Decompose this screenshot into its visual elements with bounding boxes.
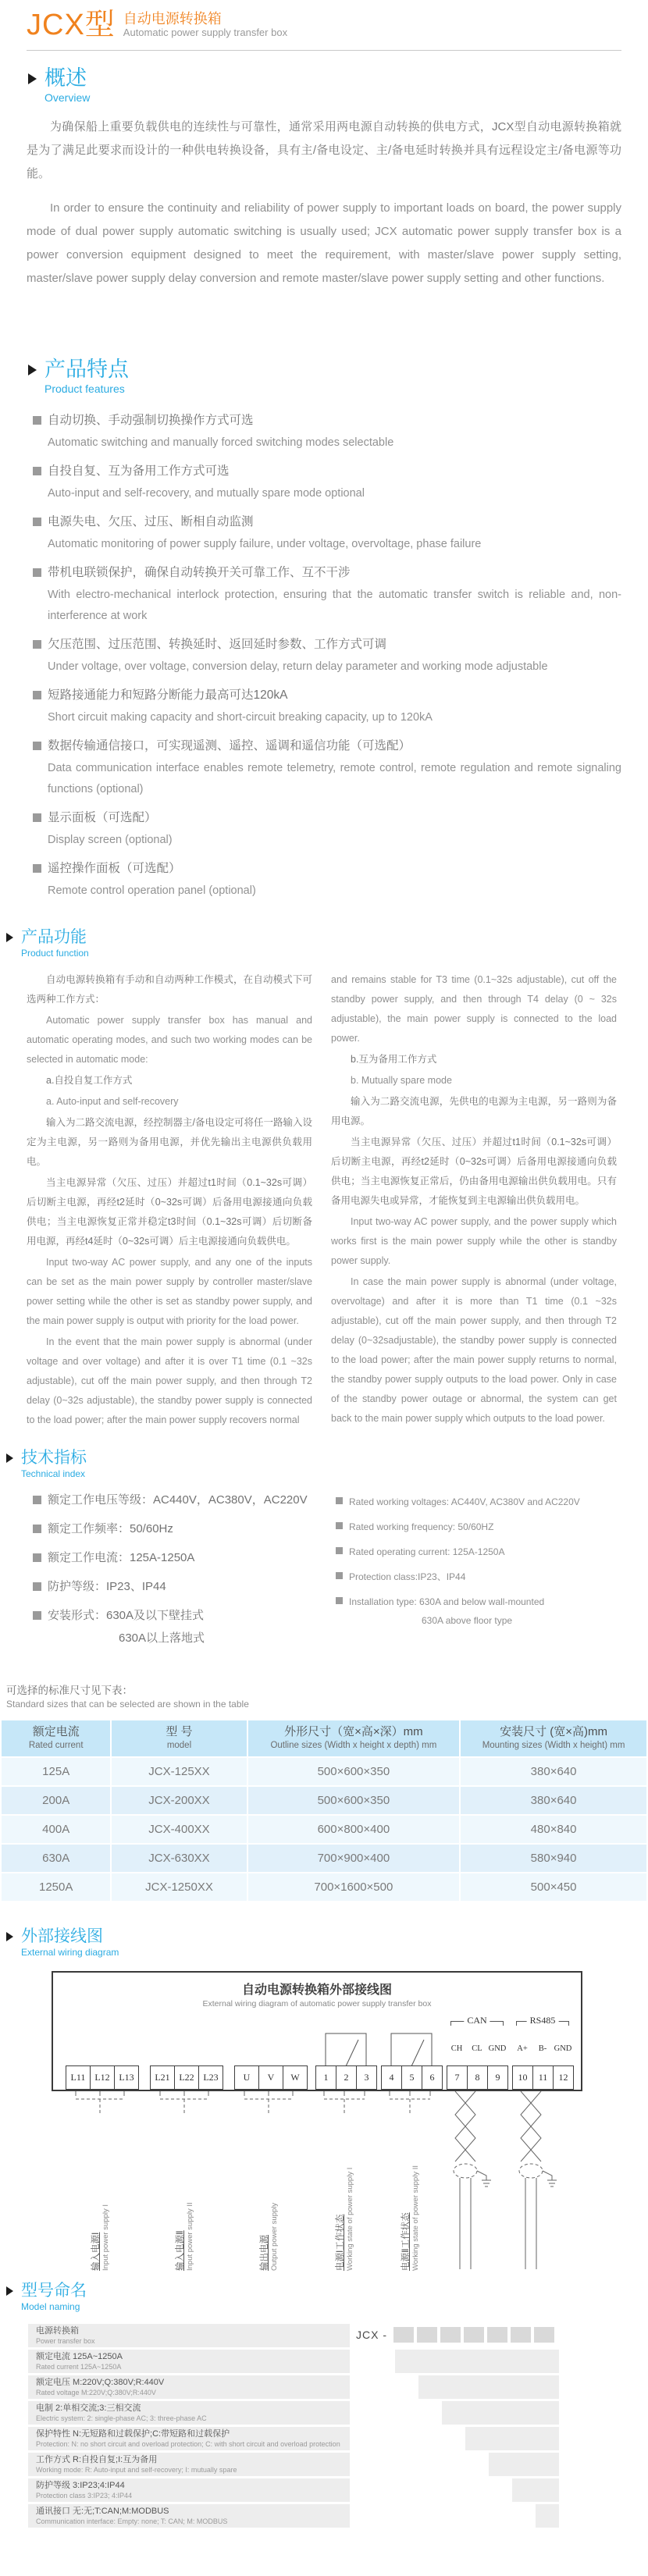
cell-model: JCX-1250XX — [112, 1873, 246, 1901]
technical-columns — [33, 1493, 621, 1660]
code-box — [440, 2327, 461, 2343]
terminal-group-input1: L11 L12 L13 — [66, 2065, 138, 2090]
naming-attribute-row — [28, 2453, 620, 2476]
technical-item-text: Rated working frequency: 50/60HZ — [349, 1521, 494, 1532]
technical-item — [33, 1579, 336, 1595]
code-box — [464, 2327, 484, 2343]
technical-item-text: 630A以上落地式 — [119, 1631, 205, 1645]
naming-row-zh: 工作方式 R:自投自复;I:互为备用 — [36, 2455, 158, 2464]
rs485-pins: A+ B- GND — [517, 2044, 572, 2053]
naming-row-zh: 通讯接口 无:无;T:CAN;M:MODBUS — [36, 2507, 169, 2516]
table-row — [2, 1816, 646, 1843]
naming-attribute-row — [28, 2375, 620, 2399]
wiring-diagram-box — [52, 1971, 582, 2091]
technical-item — [33, 1521, 336, 1537]
function-paragraph: 输入为二路交流电源，经控制器主/备电设定可将任一路输入设定为主电源，另一路则为备用电源，并优先输出主电源供负载用电。 — [27, 1117, 312, 1167]
naming-row-en: Rated current 125A~1250A — [36, 2363, 122, 2371]
wiring-title-en: External wiring diagram of automatic power supply transfer box — [202, 1999, 432, 2008]
wiring-diagram-lower — [52, 2091, 579, 2279]
bullet-square-icon — [33, 742, 41, 750]
feature-text-en: Short circuit making capacity and short-circuit breaking capacity, up to 120kA — [48, 711, 433, 724]
feature-text-zh: 带机电联锁保护，确保自动转换开关可靠工作、互不干涉 — [48, 566, 351, 579]
sizes-note-en: Standard sizes that can be selected are shown in the table — [6, 1699, 249, 1710]
function-paragraph: 当主电源异常（欠压、过压）并超过t1时间（0.1~32s可调）后切断主电源，再经t2延时（0~32s可调）后备用电源接通向负载供电；当主电源恢复正常并稳定t3时间（0.1~32s可调）后切断备用电源，再经t4延时（0~32s可调）后主电源接通向负载供电。 — [27, 1177, 312, 1247]
section-arrow-icon — [28, 73, 37, 84]
naming-row-zh: 防护等级 3:IP23;4:IP44 — [36, 2481, 125, 2490]
code-box — [393, 2327, 414, 2343]
code-box — [511, 2327, 531, 2343]
technical-item-text: 630A above floor type — [422, 1615, 513, 1626]
bullet-square-icon — [336, 1522, 343, 1529]
technical-item — [33, 1550, 336, 1566]
technical-right-list — [336, 1493, 614, 1660]
feature-item — [33, 858, 621, 902]
cell-mounting-size: 480×840 — [461, 1816, 646, 1843]
code-box — [487, 2327, 507, 2343]
overview-body — [27, 116, 621, 290]
section-features-heading — [28, 358, 648, 396]
naming-row-en: Electric system: 2: single-phase AC; 3: three-phase AC — [36, 2414, 207, 2422]
can-label: CAN — [464, 2015, 490, 2026]
sizes-table-header — [2, 1720, 646, 1756]
naming-row-en: Power transfer box — [36, 2337, 95, 2345]
cell-outline-size: 500×600×350 — [248, 1758, 460, 1785]
bullet-square-icon — [33, 1611, 41, 1620]
naming-attribute-row — [28, 2427, 620, 2450]
sizes-table-body — [2, 1758, 646, 1901]
function-paragraph: 输入为二路交流电源，先供电的电源为主电源，另一路则为备用电源。 — [331, 1096, 617, 1126]
feature-item — [33, 511, 621, 555]
feature-text-en: Auto-input and self-recovery, and mutually spare mode optional — [48, 487, 365, 500]
section-function-heading — [6, 928, 648, 959]
cell-outline-size: 600×800×400 — [248, 1816, 460, 1843]
overview-paragraph-zh: 为确保船上重要负载供电的连续性与可靠性，通常采用两电源自动转换的供电方式，JCX型自动电源转换箱就是为了满足此要求而设计的一种供电转换设备，具有主/备电设定、主/备电延时转换并具有远程设定主/备电源等功能。 — [27, 120, 621, 180]
function-paragraph: a.自投自复工作方式 — [46, 1075, 133, 1086]
function-heading-zh: 产品功能 — [21, 928, 87, 946]
technical-item — [336, 1569, 614, 1585]
wiring-label-state1: 电源Ⅰ工作状态 Working state of power supply I — [336, 2167, 354, 2271]
technical-heading-zh: 技术指标 — [21, 1449, 87, 1467]
bullet-square-icon — [33, 1553, 41, 1562]
function-paragraph: Automatic power supply transfer box has manual and automatic operating modes, and such two working modes can be selected in automatic mode: — [27, 1015, 312, 1065]
cell-model: JCX-630XX — [112, 1845, 246, 1872]
naming-row-zh: 额定电流 125A~1250A — [36, 2352, 123, 2361]
function-columns — [27, 970, 621, 1432]
feature-item — [33, 410, 621, 454]
wiring-label-input1: 输入电源Ⅰ Input power supply I — [91, 2204, 110, 2271]
terminal-group-input2: L21 L22 L23 — [150, 2065, 223, 2090]
rs485-bracket — [516, 2015, 569, 2026]
feature-item — [33, 634, 621, 678]
overview-heading-zh: 概述 — [45, 66, 87, 90]
function-paragraph: b. Mutually spare mode — [351, 1075, 452, 1086]
technical-left-list — [33, 1493, 336, 1660]
section-arrow-icon — [6, 1932, 13, 1941]
wiring-heading-en: External wiring diagram — [21, 1947, 119, 1958]
feature-text-zh: 显示面板（可选配） — [48, 811, 157, 824]
terminal-group-state1: 1 2 3 — [315, 2065, 376, 2090]
feature-text-zh: 数据传输通信接口，可实现遥测、遥控、遥调和遥信功能（可选配） — [48, 739, 411, 753]
naming-attribute-rows — [28, 2350, 620, 2528]
model-code — [356, 2327, 557, 2343]
feature-item — [33, 461, 621, 504]
product-model: JCX型 — [27, 9, 116, 41]
feature-text-en: Under voltage, over voltage, conversion delay, return delay parameter and working mode adjustable — [48, 660, 548, 673]
technical-item-text: Installation type: 630A and below wall-mounted — [349, 1596, 545, 1607]
section-wiring-heading — [6, 1927, 648, 1959]
bullet-square-icon — [33, 691, 41, 699]
naming-row-en: Communication interface: Empty: none; T: CAN; M: MODBUS — [36, 2517, 228, 2525]
model-prefix: JCX - — [356, 2329, 387, 2341]
sizes-table — [0, 1719, 648, 1902]
features-list — [33, 410, 621, 902]
feature-text-zh: 电源失电、欠压、过压、断相自动监测 — [48, 515, 254, 528]
naming-row-en: Protection class 3:IP23; 4:IP44 — [36, 2492, 133, 2500]
feature-text-en: With electro-mechanical interlock protection, ensuring that the automatic transfer switch is reliable and, non-interference at work — [48, 589, 621, 622]
wiring-label-input2: 输入电源Ⅱ Input power supply II — [176, 2202, 194, 2271]
bullet-square-icon — [33, 813, 41, 822]
sizes-column-header: 型 号 model — [112, 1720, 246, 1756]
page-header — [0, 0, 648, 41]
cell-mounting-size: 500×450 — [461, 1873, 646, 1901]
header-titles — [123, 11, 287, 39]
function-right-column — [331, 970, 617, 1432]
technical-item-text: Protection class:IP23、IP44 — [349, 1571, 466, 1582]
bullet-square-icon — [33, 864, 41, 873]
table-row — [2, 1758, 646, 1785]
feature-text-en: Automatic switching and manually forced switching modes selectable — [48, 436, 394, 449]
sizes-note-zh: 可选择的标准尺寸见下表： — [6, 1685, 133, 1696]
features-heading-zh: 产品特点 — [45, 358, 129, 381]
wiring-title-zh: 自动电源转换箱外部接线图 — [241, 1984, 392, 1997]
feature-text-zh: 自投自复、互为备用工作方式可选 — [48, 464, 230, 478]
table-row — [2, 1873, 646, 1901]
naming-box-row — [28, 2324, 620, 2347]
section-overview-heading — [28, 66, 648, 105]
feature-item — [33, 735, 621, 800]
bullet-square-icon — [336, 1572, 343, 1579]
technical-item — [336, 1494, 614, 1510]
cell-rated-current: 630A — [2, 1845, 110, 1872]
naming-row-en: Rated voltage M:220V;Q:380V;R:440V — [36, 2389, 156, 2396]
function-paragraph: a. Auto-input and self-recovery — [46, 1096, 179, 1107]
technical-item — [33, 1493, 336, 1508]
section-arrow-icon — [28, 365, 37, 375]
bullet-square-icon — [33, 467, 41, 475]
table-row — [2, 1787, 646, 1814]
feature-item — [33, 562, 621, 627]
rs485-label: RS485 — [527, 2015, 559, 2026]
bullet-square-icon — [336, 1547, 343, 1554]
naming-attribute-row — [28, 2401, 620, 2425]
naming-row-zh: 保护特性 N:无短路和过载保护;C:带短路和过载保护 — [36, 2429, 230, 2439]
wiring-connectors — [52, 2091, 579, 2279]
overview-paragraph-en: In order to ensure the continuity and reliability of power supply to important loads on board, the power supply mode of dual power supply automatic switching is usually used; JCX automatic power supply transfer box is a power conversion equipment designed to meet the requirement, with master/slave power supply setting, master/slave power supply delay conversion and remote master/slave power supply setting and other functions. — [27, 201, 621, 285]
feature-item — [33, 685, 621, 728]
technical-heading-en: Technical index — [21, 1468, 86, 1479]
section-arrow-icon — [6, 933, 13, 942]
bullet-square-icon — [33, 518, 41, 526]
technical-item-text: 额定工作电压等级：AC440V，AC380V，AC220V — [48, 1493, 308, 1507]
table-row — [2, 1845, 646, 1872]
wiring-heading-zh: 外部接线图 — [21, 1927, 103, 1945]
cell-mounting-size: 380×640 — [461, 1787, 646, 1814]
function-paragraph: and remains stable for T3 time (0.1~32s adjustable), cut off the standby power supply, and then through T4 delay (0 ~ 32s adjustable), the main power supply is connected to the load power. — [331, 974, 617, 1044]
naming-row-zh: 电制 2:单相交流;3:三相交流 — [36, 2403, 141, 2413]
bullet-square-icon — [33, 416, 41, 425]
can-pins: CH CL GND — [450, 2044, 507, 2053]
overview-heading-en: Overview — [45, 91, 91, 104]
sizes-column-header: 外形尺寸（宽×高×深）mm Outline sizes (Width x height x depth) mm — [248, 1720, 460, 1756]
bullet-square-icon — [336, 1497, 343, 1504]
terminal-group-output: U V W — [234, 2065, 307, 2090]
technical-item-text: Rated working voltages: AC440V, AC380V and AC220V — [349, 1496, 580, 1507]
header-divider — [27, 50, 621, 51]
naming-row-en: Working mode: R: Auto-input and self-recovery; I: mutually spare — [36, 2466, 237, 2474]
model-naming-panel — [28, 2324, 620, 2528]
bullet-square-icon — [33, 1582, 41, 1591]
wiring-label-state2: 电源Ⅱ工作状态 Working state of power supply II — [401, 2165, 420, 2271]
feature-text-zh: 欠压范围、过压范围、转换延时、返回延时参数、工作方式可调 — [48, 638, 387, 651]
feature-text-en: Automatic monitoring of power supply failure, under voltage, overvoltage, phase failure — [48, 538, 482, 550]
technical-item-text: 安装形式：630A及以下壁挂式 — [48, 1609, 205, 1622]
bullet-square-icon — [33, 1496, 41, 1504]
bullet-square-icon — [33, 640, 41, 649]
technical-item — [33, 1608, 336, 1624]
feature-text-zh: 遥控操作面板（可选配） — [48, 862, 181, 875]
naming-heading-zh: 型号命名 — [21, 2282, 87, 2300]
cell-outline-size: 500×600×350 — [248, 1787, 460, 1814]
feature-text-en: Remote control operation panel (optional) — [48, 884, 256, 897]
section-arrow-icon — [6, 1453, 13, 1463]
technical-item-text: 额定工作频率：50/60Hz — [48, 1522, 173, 1535]
function-paragraph: 当主电源异常（欠压、过压）并超过t1时间（0.1~32s可调）后切断主电源，再经t2延时（0~32s可调）后备用电源接通向负载供电；当主电源恢复正常后，仍由备用电源输出供负载用电。只有备用电源失电或异常，才能恢复到主电源输出供负载用电。 — [331, 1137, 617, 1206]
feature-text-en: Data communication interface enables remote telemetry, remote control, remote regulation and remote signaling functions (optional) — [48, 762, 621, 795]
cell-rated-current: 125A — [2, 1758, 110, 1785]
features-heading-en: Product features — [45, 382, 125, 395]
section-arrow-icon — [6, 2286, 13, 2296]
technical-item — [33, 1631, 336, 1646]
naming-attribute-row — [28, 2504, 620, 2528]
product-title-zh: 自动电源转换箱 — [123, 11, 222, 27]
function-left-column — [27, 970, 312, 1432]
cell-outline-size: 700×900×400 — [248, 1845, 460, 1872]
function-paragraph: Input two-way AC power supply, and any one of the inputs can be set as the main power supply by controller master/slave power setting while the other is set as standby power supply, and the main power supply is output with priority for the load power. — [27, 1257, 312, 1326]
cell-mounting-size: 380×640 — [461, 1758, 646, 1785]
technical-item — [336, 1613, 614, 1628]
naming-attribute-row — [28, 2350, 620, 2373]
feature-text-zh: 短路接通能力和短路分断能力最高可达120kA — [48, 688, 288, 702]
feature-item — [33, 807, 621, 851]
function-paragraph: 自动电源转换箱有手动和自动两种工作模式，在自动模式下可选两种工作方式： — [27, 974, 312, 1005]
technical-item — [336, 1544, 614, 1560]
naming-row-zh: 电源转换箱 — [36, 2326, 79, 2336]
naming-row-en: Protection: N: no short circuit and overload protection; C: with short circuit and overload protection — [36, 2440, 340, 2448]
function-paragraph: In the event that the main power supply is abnormal (under voltage and over voltage) and after it is over T1 time (0.1 ~32s adjustable), cut off the main power supply, and then through T2 delay (0~32s adjustable), the standby power supply is connected to the load power; after the main power supply recovers normal — [27, 1336, 312, 1425]
function-paragraph: b.互为备用工作方式 — [351, 1054, 437, 1065]
cell-model: JCX-400XX — [112, 1816, 246, 1843]
bullet-square-icon — [336, 1597, 343, 1604]
cell-rated-current: 1250A — [2, 1873, 110, 1901]
can-bracket — [450, 2015, 504, 2026]
product-title-en: Automatic power supply transfer box — [123, 27, 288, 38]
sizes-column-header: 安装尺寸 (宽×高)mm Mounting sizes (Width x height) mm — [461, 1720, 646, 1756]
cell-rated-current: 400A — [2, 1816, 110, 1843]
function-paragraph: In case the main power supply is abnormal (under voltage, overvoltage) and after it is more than T1 time (0.1 ~32s adjustable), cut off the main power supply, and then through T2 delay (0~32sadjustable), the standby power supply is connected to the load power; after the main power supply returns to normal, the standby power supply outputs to the load power. Only in case of the standby power outage or abnormal, the system can get back to the main power supply which outputs to the load power. — [331, 1276, 617, 1424]
cell-model: JCX-125XX — [112, 1758, 246, 1785]
naming-heading-en: Model naming — [21, 2301, 80, 2312]
technical-item-text: 额定工作电流：125A-1250A — [48, 1551, 195, 1564]
cell-rated-current: 200A — [2, 1787, 110, 1814]
cell-model: JCX-200XX — [112, 1787, 246, 1814]
section-technical-heading — [6, 1449, 648, 1480]
code-box — [417, 2327, 437, 2343]
technical-item — [336, 1594, 614, 1610]
cell-mounting-size: 580×940 — [461, 1845, 646, 1872]
naming-attribute-row — [28, 2478, 620, 2502]
sizes-note — [6, 1683, 648, 1711]
bullet-square-icon — [33, 1525, 41, 1533]
terminal-group-state2: 4 5 6 — [381, 2065, 442, 2090]
technical-item-text: 防护等级：IP23、IP44 — [48, 1580, 166, 1593]
section-naming-heading — [6, 2282, 648, 2313]
function-paragraph: Input two-way AC power supply, and the power supply which works first is the main power supply while the other is standby power supply. — [331, 1216, 617, 1266]
bullet-square-icon — [33, 568, 41, 577]
technical-item-text: Rated operating current: 125A-1250A — [349, 1546, 505, 1557]
feature-text-en: Display screen (optional) — [48, 834, 173, 846]
terminal-group-can: 7 8 9 — [447, 2065, 507, 2090]
function-heading-en: Product function — [21, 948, 89, 959]
cell-outline-size: 700×1600×500 — [248, 1873, 460, 1901]
code-box — [534, 2327, 554, 2343]
terminal-group-rs485: 10 11 12 — [512, 2065, 573, 2090]
feature-text-zh: 自动切换、手动强制切换操作方式可选 — [48, 414, 254, 427]
wiring-label-output: 输出电源 Output power supply — [260, 2202, 279, 2271]
sizes-column-header: 额定电流 Rated current — [2, 1720, 110, 1756]
technical-item — [336, 1519, 614, 1535]
naming-row-zh: 额定电压 M:220V;Q:380V;R:440V — [36, 2378, 165, 2387]
